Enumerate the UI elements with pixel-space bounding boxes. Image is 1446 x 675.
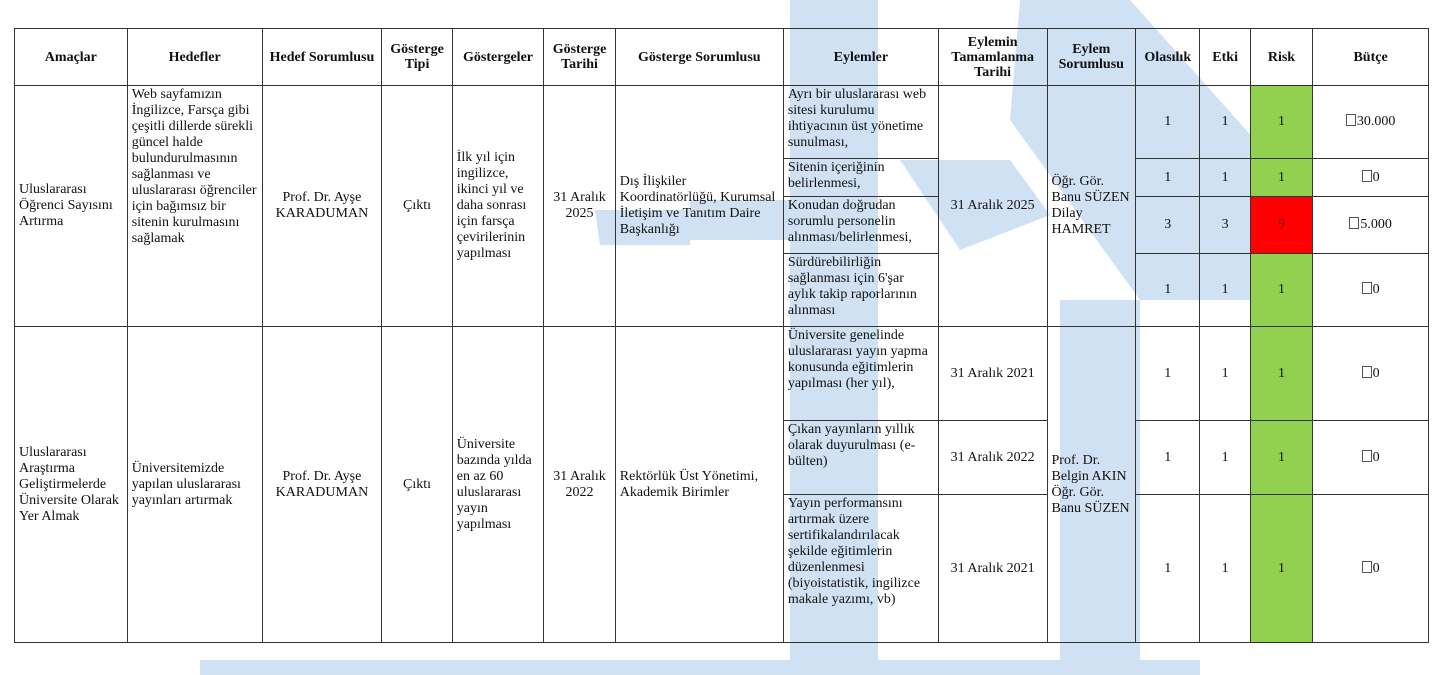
goal-2-action-3: Yayın performansını artırmak üzere sertifikalandırılacak şekilde eğitimlerin düzenlenmesi (biyoistatistik, ingilizce makale yazımı, vb)	[783, 495, 938, 643]
goal-2-action-1-tarih: 31 Aralık 2021	[938, 327, 1047, 421]
goal-1-eylem-tarihi: 31 Aralık 2025	[938, 86, 1047, 327]
goal-1-action-2-olasilik: 1	[1136, 159, 1200, 197]
header-eylem-tarihi: Eylemin Tamamlanma Tarihi	[938, 29, 1047, 86]
goal-2-action-3-tarih: 31 Aralık 2021	[938, 495, 1047, 643]
goal-2-action-2-risk: 1	[1250, 421, 1312, 495]
goal-1-action-4-butce	[1313, 254, 1429, 327]
currency-icon	[1362, 561, 1372, 573]
goal-2-action-2-etki: 1	[1200, 421, 1250, 495]
table-row	[15, 86, 1429, 159]
strategic-plan-table	[14, 28, 1429, 643]
header-row	[15, 29, 1429, 86]
header-gostergeler: Göstergeler	[452, 29, 544, 86]
currency-icon	[1362, 170, 1372, 182]
goal-2-gosterge-tipi: Çıktı	[382, 327, 452, 643]
currency-icon	[1362, 282, 1372, 294]
goal-2-action-1: Üniversite genelinde uluslararası yayın yapma konusunda eğitimlerin yapılması (her yıl),	[783, 327, 938, 421]
header-hedefler: Hedefler	[127, 29, 262, 86]
butce-value: 0	[1372, 449, 1380, 465]
goal-2-gosterge: Üniversite bazında yılda en az 60 uluslararası yayın yapılması	[452, 327, 544, 643]
butce-value: 30.000	[1356, 114, 1396, 129]
header-gosterge-tipi: Gösterge Tipi	[382, 29, 452, 86]
goal-1-action-2-risk: 1	[1250, 159, 1312, 197]
header-butce: Bütçe	[1313, 29, 1429, 86]
butce-value: 5.000	[1360, 217, 1392, 232]
goal-1-action-3-risk: 9	[1250, 197, 1312, 254]
header-hedef-sorumlusu: Hedef Sorumlusu	[262, 29, 382, 86]
goal-1-action-3-etki: 3	[1200, 197, 1250, 254]
butce-value: 0	[1372, 560, 1380, 576]
goal-1-action-1-olasilik: 1	[1136, 86, 1200, 159]
goal-1-gosterge: İlk yıl için ingilizce, ikinci yıl ve daha sonrası için farsça çevirilerinin yapılması	[452, 86, 544, 327]
currency-icon	[1346, 114, 1356, 126]
goal-1-action-4-etki: 1	[1200, 254, 1250, 327]
goal-1-action-4: Sürdürebilirliğin sağlanması için 6'şar aylık takip raporlarının alınması	[783, 254, 938, 327]
currency-icon	[1362, 450, 1372, 462]
goal-1-action-2: Sitenin içeriğinin belirlenmesi,	[783, 159, 938, 197]
goal-2-action-2-olasilik: 1	[1136, 421, 1200, 495]
goal-2-action-1-etki: 1	[1200, 327, 1250, 421]
goal-1-hedef: Web sayfamızın İngilizce, Farsça gibi çeşitli dillerde sürekli güncel halde bulundurulmasının sağlanması ve uluslararası öğrenciler için bağımsız bir sitenin kurulmasını sağlamak	[127, 86, 262, 327]
header-eylemler: Eylemler	[783, 29, 938, 86]
goal-2-action-1-butce	[1313, 327, 1429, 421]
currency-icon	[1349, 217, 1359, 229]
goal-1-action-1: Ayrı bir uluslararası web sitesi kurulumu ihtiyacının üst yönetime sunulması,	[783, 86, 938, 159]
header-amaclar: Amaçlar	[15, 29, 128, 86]
goal-2-hedef: Üniversitemizde yapılan uluslararası yayınları artırmak	[127, 327, 262, 643]
goal-2-action-1-olasilik: 1	[1136, 327, 1200, 421]
goal-2-gosterge-tarihi: 31 Aralık 2022	[544, 327, 615, 643]
goal-2-hedef-sorumlusu: Prof. Dr. Ayşe KARADUMAN	[262, 327, 382, 643]
butce-value: 0	[1372, 282, 1380, 297]
goal-2-action-3-etki: 1	[1200, 495, 1250, 643]
goal-2-action-3-butce	[1313, 495, 1429, 643]
goal-1-gosterge-tarihi: 31 Aralık 2025	[544, 86, 615, 327]
goal-2-amac: Uluslararası Araştırma Geliştirmelerde Üniversite Olarak Yer Almak	[15, 327, 128, 643]
goal-1-action-3: Konudan doğrudan sorumlu personelin alınması/belirlenmesi,	[783, 197, 938, 254]
butce-value: 0	[1372, 365, 1380, 381]
goal-1-action-4-risk: 1	[1250, 254, 1312, 327]
header-risk: Risk	[1250, 29, 1312, 86]
goal-1-action-4-olasilik: 1	[1136, 254, 1200, 327]
goal-1-action-2-etki: 1	[1200, 159, 1250, 197]
goal-2-action-3-risk: 1	[1250, 495, 1312, 643]
goal-2-action-2: Çıkan yayınların yıllık olarak duyurulması (e-bülten)	[783, 421, 938, 495]
goal-2-gosterge-sorumlusu: Rektörlük Üst Yönetimi, Akademik Birimler	[615, 327, 783, 643]
header-olasilik: Olasılık	[1136, 29, 1200, 86]
goal-2-eylem-sorumlusu: Prof. Dr. Belgin AKIN Öğr. Gör. Banu SÜZEN	[1047, 327, 1136, 643]
goal-2-action-2-tarih: 31 Aralık 2022	[938, 421, 1047, 495]
goal-1-action-3-olasilik: 3	[1136, 197, 1200, 254]
goal-1-action-1-etki: 1	[1200, 86, 1250, 159]
goal-1-gosterge-tipi: Çıktı	[382, 86, 452, 327]
goal-1-hedef-sorumlusu: Prof. Dr. Ayşe KARADUMAN	[262, 86, 382, 327]
table-row	[15, 327, 1429, 421]
header-gosterge-tarihi: Gösterge Tarihi	[544, 29, 615, 86]
header-gosterge-sorumlusu: Gösterge Sorumlusu	[615, 29, 783, 86]
butce-value: 0	[1372, 169, 1380, 185]
goal-2-action-3-olasilik: 1	[1136, 495, 1200, 643]
goal-1-amac: Uluslararası Öğrenci Sayısını Artırma	[15, 86, 128, 327]
goal-1-eylem-sorumlusu: Öğr. Gör. Banu SÜZEN Dilay HAMRET	[1047, 86, 1136, 327]
goal-1-action-1-risk: 1	[1250, 86, 1312, 159]
goal-1-action-2-butce	[1313, 159, 1429, 197]
header-etki: Etki	[1200, 29, 1250, 86]
goal-1-action-1-butce	[1313, 86, 1429, 159]
goal-2-action-1-risk: 1	[1250, 327, 1312, 421]
goal-2-action-2-butce	[1313, 421, 1429, 495]
goal-1-gosterge-sorumlusu: Dış İlişkiler Koordinatörlüğü, Kurumsal İletişim ve Tanıtım Daire Başkanlığı	[615, 86, 783, 327]
goal-1-action-3-butce	[1313, 197, 1429, 254]
currency-icon	[1362, 366, 1372, 378]
header-eylem-sorumlusu: Eylem Sorumlusu	[1047, 29, 1136, 86]
